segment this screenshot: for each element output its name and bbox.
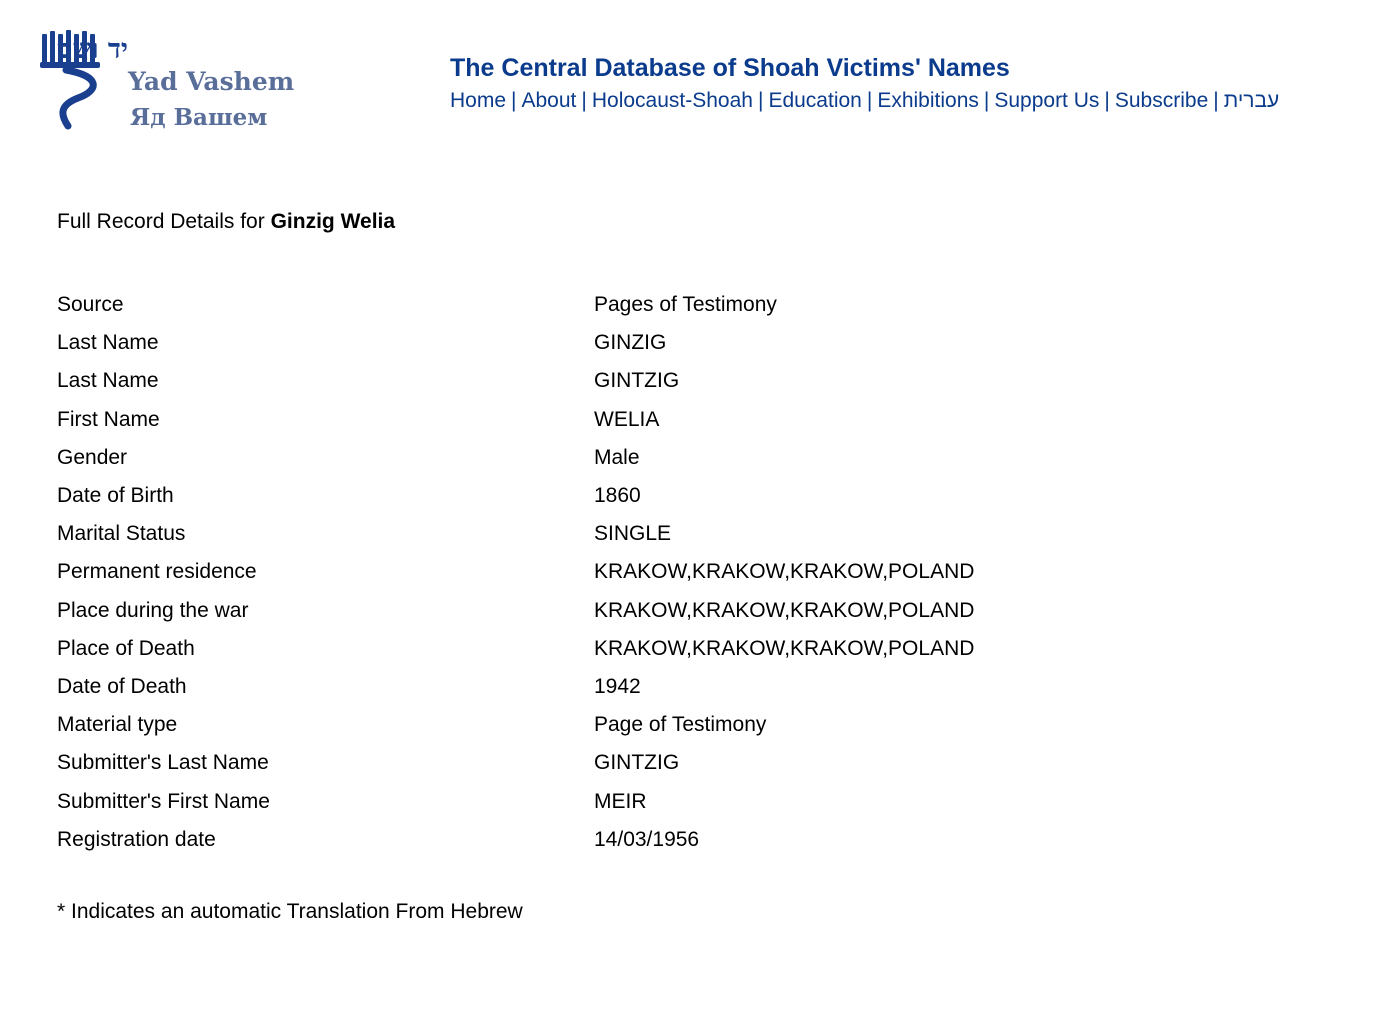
record-heading xyxy=(57,208,395,236)
nav-link-about[interactable]: About xyxy=(521,89,577,112)
detail-row xyxy=(57,592,1157,630)
detail-value: Male xyxy=(594,445,640,469)
detail-value: SINGLE xyxy=(594,522,672,546)
nav-separator: | xyxy=(866,89,873,112)
nav-link-exhibitions[interactable]: Exhibitions xyxy=(877,89,979,112)
detail-row xyxy=(57,744,1157,782)
detail-value: GINZIG xyxy=(594,331,667,355)
detail-row xyxy=(57,668,1157,706)
nav-link-holocaust-shoah[interactable]: Holocaust-Shoah xyxy=(591,89,753,112)
yad-vashem-logo[interactable] xyxy=(38,28,308,133)
detail-label: Source xyxy=(57,293,124,317)
nav-link-support-us[interactable]: Support Us xyxy=(994,89,1100,112)
nav-link-hebrew[interactable]: עברית xyxy=(1223,89,1280,112)
yad-vashem-logo-graphic xyxy=(38,28,308,133)
detail-row xyxy=(57,706,1157,744)
detail-row xyxy=(57,324,1157,362)
nav-link-home[interactable]: Home xyxy=(450,89,507,112)
nav-link-subscribe[interactable]: Subscribe xyxy=(1114,89,1209,112)
nav-separator: | xyxy=(511,89,517,112)
logo-cyrillic-text: Яд Вашем xyxy=(130,104,268,131)
nav-separator: | xyxy=(581,89,587,112)
detail-label: Date of Death xyxy=(57,674,187,698)
logo-latin-text: Yad Vashem xyxy=(128,67,295,96)
detail-label: Registration date xyxy=(57,827,216,851)
nav-separator: | xyxy=(1104,89,1110,112)
detail-row xyxy=(57,821,1157,859)
nav-separator: | xyxy=(1213,89,1219,112)
detail-label: Place of Death xyxy=(57,636,195,660)
translation-footnote: * Indicates an automatic Translation From Hebrew xyxy=(57,900,523,923)
detail-label: Last Name xyxy=(57,369,159,393)
detail-label: Permanent residence xyxy=(57,560,257,584)
detail-value: KRAKOW,KRAKOW,KRAKOW,POLAND xyxy=(594,636,975,660)
detail-value: 14/03/1956 xyxy=(594,827,700,851)
main-nav xyxy=(450,87,1279,115)
detail-value: GINTZIG xyxy=(594,751,680,775)
detail-row xyxy=(57,286,1157,324)
logo-hebrew-text: יד ושם xyxy=(55,34,128,65)
detail-value: Pages of Testimony xyxy=(594,293,777,317)
detail-value: WELIA xyxy=(594,407,660,431)
detail-value: KRAKOW,KRAKOW,KRAKOW,POLAND xyxy=(594,598,975,622)
detail-label: Last Name xyxy=(57,331,159,355)
nav-separator: | xyxy=(757,89,764,112)
detail-row xyxy=(57,439,1157,477)
detail-value: GINTZIG xyxy=(594,369,680,393)
detail-row xyxy=(57,362,1157,400)
detail-label: Marital Status xyxy=(57,522,186,546)
site-header xyxy=(450,52,1279,115)
record-heading-name: Ginzig Welia xyxy=(270,210,396,233)
detail-value: 1942 xyxy=(594,674,641,698)
detail-row xyxy=(57,477,1157,515)
detail-row xyxy=(57,553,1157,591)
detail-label: Place during the war xyxy=(57,598,249,622)
nav-link-education[interactable]: Education xyxy=(768,89,862,112)
detail-label: Material type xyxy=(57,713,178,737)
flame-icon xyxy=(63,70,93,126)
detail-value: Page of Testimony xyxy=(594,713,767,737)
detail-value: KRAKOW,KRAKOW,KRAKOW,POLAND xyxy=(594,560,975,584)
detail-label: Gender xyxy=(57,445,128,469)
nav-separator: | xyxy=(983,89,990,112)
detail-label: Date of Birth xyxy=(57,484,174,508)
detail-row xyxy=(57,782,1157,820)
record-details-table xyxy=(57,286,1157,859)
detail-value: MEIR xyxy=(594,789,647,813)
detail-row xyxy=(57,401,1157,439)
detail-label: First Name xyxy=(57,407,160,431)
detail-value: 1860 xyxy=(594,484,641,508)
record-heading-prefix: Full Record Details for xyxy=(57,210,265,233)
detail-row xyxy=(57,630,1157,668)
detail-label: Submitter's Last Name xyxy=(57,751,269,775)
detail-label: Submitter's First Name xyxy=(57,789,270,813)
site-title[interactable]: The Central Database of Shoah Victims' Names xyxy=(450,54,1010,82)
detail-row xyxy=(57,515,1157,553)
